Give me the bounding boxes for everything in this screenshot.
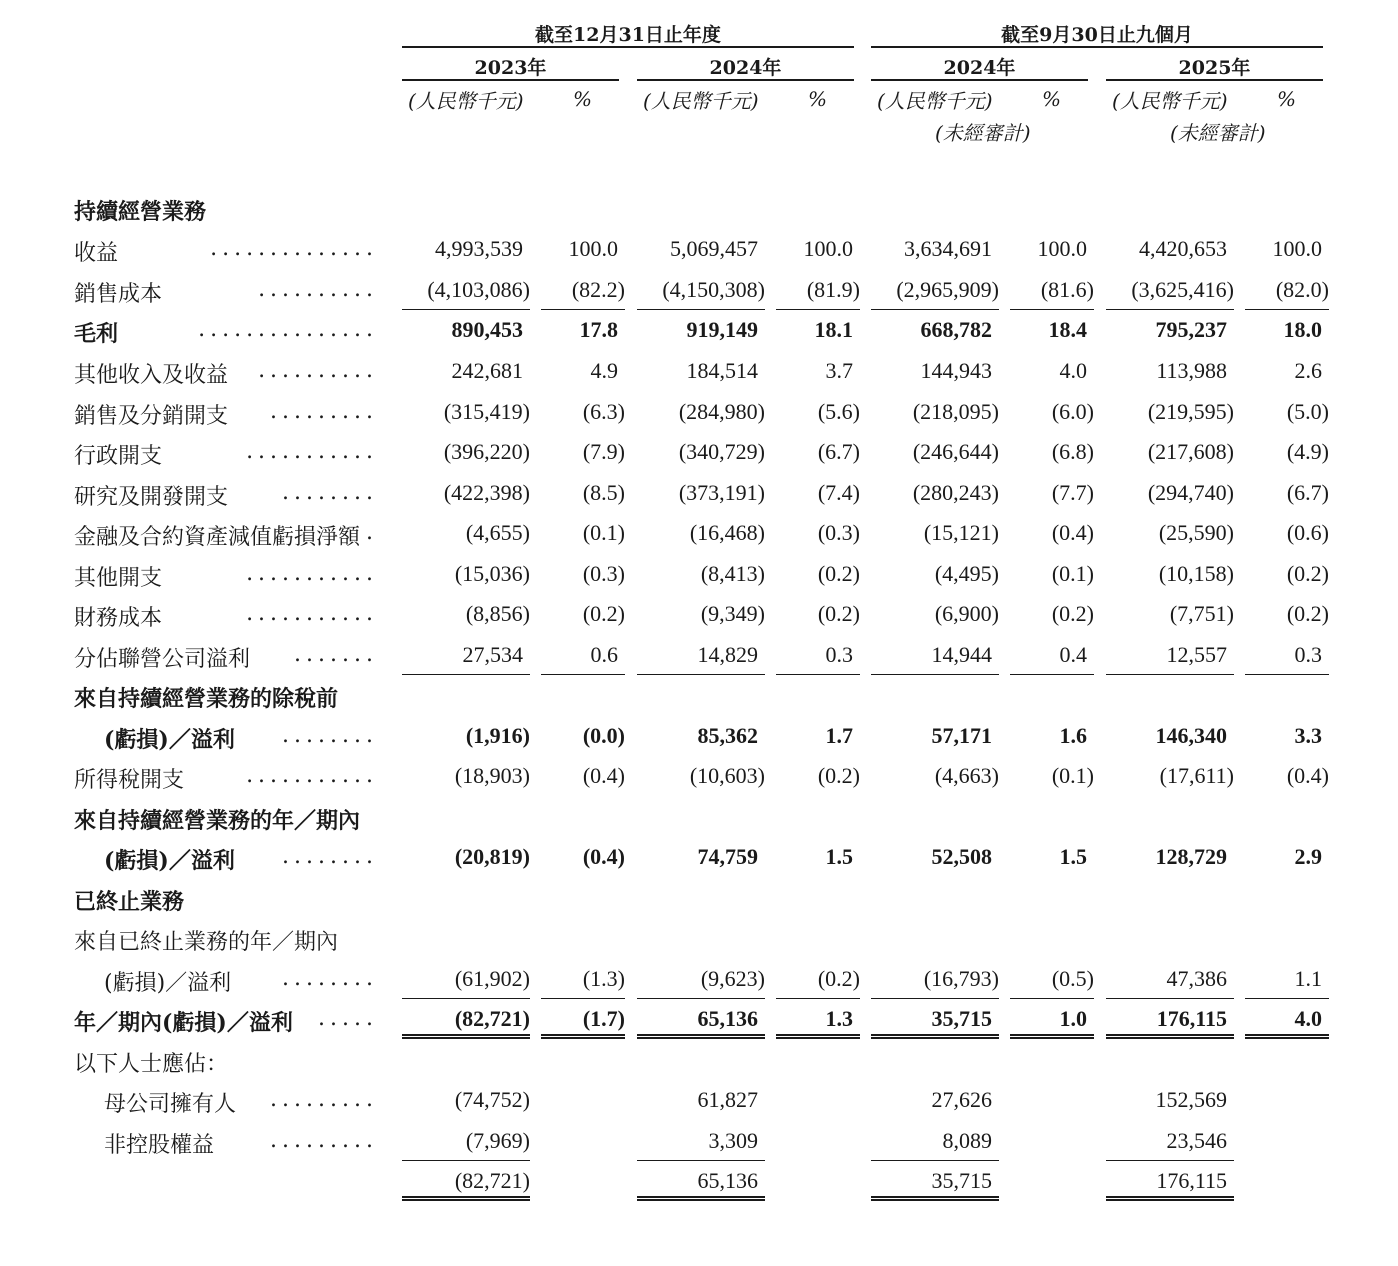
amount-cell: (82,721) [402,1168,530,1201]
amount-cell: (4,150,308) [637,277,765,310]
row-label-text: 來自已終止業務的年／期內 [74,930,339,955]
amount-cell: 74,759 [697,844,758,869]
amount-cell: 128,729 [1155,844,1227,869]
pct-cell: 100.0 [1037,236,1087,261]
unit-label: (人民幣千元) [1112,89,1228,113]
header-year-rule [1106,79,1323,81]
amount-cell: (218,095) [912,399,999,424]
pct-cell: (0.4) [582,844,625,869]
row-label [74,480,228,511]
amount-cell: 668,782 [920,317,992,342]
pct-cell: 18.0 [1283,317,1322,342]
pct-cell: 1.6 [1059,723,1087,748]
leader-dots: ......... [270,1128,378,1153]
leader-dots: .......... [258,358,378,383]
pct-cell: 2.6 [1294,358,1322,383]
pct-cell: 18.4 [1048,317,1087,342]
pct-cell: 0.3 [776,642,860,675]
pct-cell: 1.5 [825,844,853,869]
row-label-text: 行政開支 [74,444,163,469]
amount-cell: (217,608) [1147,439,1234,464]
leader-dots: .......... [258,277,378,302]
amount-cell: (25,590) [1158,520,1234,545]
row-label [104,723,235,754]
pct-cell: (0.2) [1051,601,1094,626]
pct-cell: (6.0) [1051,399,1094,424]
leader-dots: ........... [246,763,378,788]
pct-cell: (1.3) [541,966,625,999]
amount-cell: 146,340 [1155,723,1227,748]
row-label-text: 已終止業務 [74,889,185,915]
amount-cell: (15,121) [923,520,999,545]
amount-cell: 919,149 [686,317,758,342]
pct-cell: 1.5 [1059,844,1087,869]
pct-cell [541,1087,625,1117]
pct-label: % [808,87,828,111]
unit-label: (人民幣千元) [408,89,524,113]
amount-cell: 14,829 [637,642,765,675]
pct-cell: 1.7 [825,723,853,748]
amount-cell: 184,514 [686,358,758,383]
amount-cell: (8,856) [465,601,530,626]
row-label-text: 持續經營業務 [74,199,207,225]
pct-cell: (0.0) [582,723,625,748]
pct-cell: (0.2) [817,601,860,626]
row-label [74,763,184,794]
row-label-text: (虧損)／溢利 [104,848,235,874]
amount-cell: 61,827 [697,1087,758,1112]
pct-cell: (0.6) [1286,520,1329,545]
pct-cell: (0.2) [817,763,860,788]
row-label [74,601,162,632]
amount-cell: (7,969) [402,1128,530,1161]
amount-cell: 57,171 [931,723,992,748]
header-year-rule [871,79,1088,81]
amount-cell: 890,453 [451,317,523,342]
header-year-rule [637,79,854,81]
row-label-text: 以下人士應佔： [74,1052,229,1077]
pct-cell: 2.9 [1294,844,1322,869]
header-group-nine-months: 截至9月30日止九個月 [1001,24,1193,46]
pct-cell: 4.0 [1059,358,1087,383]
amount-cell: (1,916) [465,723,530,748]
pct-cell: 1.0 [1010,1006,1094,1039]
amount-cell: (3,625,416) [1106,277,1234,310]
amount-cell: (16,793) [871,966,999,999]
row-label [74,561,162,592]
pct-cell: 0.4 [1010,642,1094,675]
pct-label: % [573,87,593,111]
pct-cell: (1.7) [541,1006,625,1039]
pct-cell: (6.7) [817,439,860,464]
row-label [104,1087,236,1118]
row-label [74,885,184,916]
row-label-text: 毛利 [74,321,119,347]
row-label [74,236,118,267]
leader-dots: ........... [246,601,378,626]
header-year-rule [402,79,619,81]
amount-cell: 47,386 [1106,966,1234,999]
pct-cell: (0.4) [582,763,625,788]
pct-cell: 100.0 [1272,236,1322,261]
pct-cell: 3.3 [1294,723,1322,748]
row-label-text: (虧損)／溢利 [104,727,235,753]
pct-cell: (6.3) [582,399,625,424]
amount-cell: (4,495) [934,561,999,586]
amount-cell: 144,943 [920,358,992,383]
header-year-2024: 2024年 [709,57,782,79]
row-label-text: 年／期內(虧損)／溢利 [74,1010,293,1036]
pct-cell: (7.9) [582,439,625,464]
row-label-text: 來自持續經營業務的年／期內 [74,808,361,834]
row-label [74,195,206,226]
row-label-text: 其他收入及收益 [74,363,229,388]
leader-dots: ........ [282,966,378,991]
amount-cell: (4,655) [465,520,530,545]
pct-cell: (82.2) [541,277,625,310]
amount-cell: (4,663) [934,763,999,788]
amount-cell: (10,158) [1158,561,1234,586]
amount-cell: 176,115 [1106,1168,1234,1201]
amount-cell: 4,420,653 [1139,236,1227,261]
pct-cell: (0.2) [582,601,625,626]
leader-dots: ....... [294,642,378,667]
pct-cell: (81.9) [776,277,860,310]
pct-cell: (7.7) [1051,480,1094,505]
amount-cell: 35,715 [871,1168,999,1201]
amount-cell: (16,468) [689,520,765,545]
pct-cell: (8.5) [582,480,625,505]
pct-cell: (7.4) [817,480,860,505]
leader-dots: ........... [246,561,378,586]
amount-cell: 27,626 [931,1087,992,1112]
pct-cell: (0.3) [817,520,860,545]
pct-cell: (0.4) [1286,763,1329,788]
header-year-2024-9m: 2024年 [943,57,1016,79]
row-label [74,277,162,308]
row-label-text: 銷售及分銷開支 [74,404,229,429]
pct-cell [1245,1087,1329,1117]
pct-cell: 4.0 [1245,1006,1329,1039]
amount-cell: (17,611) [1159,763,1234,788]
amount-cell: 65,136 [637,1168,765,1201]
amount-cell: (74,752) [454,1087,530,1112]
leader-dots: ........ [282,723,378,748]
pct-cell: 1.1 [1245,966,1329,999]
amount-cell: (294,740) [1147,480,1234,505]
pct-cell: 0.3 [1245,642,1329,675]
unaudited-label: (未經審計) [935,121,1031,145]
amount-cell: (15,036) [454,561,530,586]
pct-cell [1010,1087,1094,1117]
header-group-rule [402,46,854,48]
pct-cell: (81.6) [1010,277,1094,310]
leader-dots: ........... [246,439,378,464]
pct-cell: (5.0) [1286,399,1329,424]
amount-cell: 3,309 [637,1128,765,1161]
amount-cell: 113,988 [1156,358,1227,383]
pct-label: % [1042,87,1062,111]
row-label [74,520,360,551]
pct-cell: 0.6 [541,642,625,675]
amount-cell: (219,595) [1147,399,1234,424]
leader-dots: ............... [198,317,378,342]
amount-cell: 3,634,691 [904,236,992,261]
unit-label: (人民幣千元) [643,89,759,113]
header-group-year-ended: 截至12月31日止年度 [535,24,721,46]
amount-cell: 85,362 [697,723,758,748]
amount-cell: (2,965,909) [871,277,999,310]
leader-dots: .............. [210,236,378,261]
row-label-text: 所得稅開支 [74,768,185,793]
pct-cell: (0.2) [817,561,860,586]
row-label [74,642,250,673]
amount-cell: (284,980) [678,399,765,424]
amount-cell: (6,900) [934,601,999,626]
amount-cell: (7,751) [1169,601,1234,626]
row-label [74,439,162,470]
pct-cell: 1.3 [776,1006,860,1039]
row-label-text: 銷售成本 [74,282,163,307]
amount-cell: 35,715 [871,1006,999,1039]
amount-cell: (422,398) [443,480,530,505]
pct-cell: (0.1) [1051,763,1094,788]
row-label [74,804,360,835]
amount-cell: (18,903) [454,763,530,788]
leader-dots: . [366,520,378,545]
pct-cell: (0.1) [1051,561,1094,586]
amount-cell: 65,136 [637,1006,765,1039]
amount-cell: 52,508 [931,844,992,869]
amount-cell: (20,819) [454,844,530,869]
pct-cell: (0.2) [776,966,860,999]
unit-label: (人民幣千元) [877,89,993,113]
amount-cell: 8,089 [871,1128,999,1161]
row-label-text: 母公司擁有人 [104,1092,237,1117]
row-label-text: 收益 [74,241,119,266]
pct-cell: (0.5) [1010,966,1094,999]
pct-label: % [1277,87,1297,111]
amount-cell: (9,623) [637,966,765,999]
unaudited-label: (未經審計) [1170,121,1266,145]
amount-cell: 27,534 [402,642,530,675]
pct-cell: (4.9) [1286,439,1329,464]
amount-cell: 12,557 [1106,642,1234,675]
leader-dots: ......... [270,1087,378,1112]
row-label-text: 研究及開發開支 [74,485,229,510]
row-label [74,925,338,956]
pct-cell: 100.0 [803,236,853,261]
pct-cell: (0.1) [582,520,625,545]
pct-cell: (82.0) [1245,277,1329,310]
leader-dots: ......... [270,399,378,424]
amount-cell: 5,069,457 [670,236,758,261]
amount-cell: (340,729) [678,439,765,464]
pct-cell: (0.2) [1286,601,1329,626]
amount-cell: (4,103,086) [402,277,530,310]
row-label [74,1006,293,1037]
row-label [74,1047,228,1078]
amount-cell: (10,603) [689,763,765,788]
pct-cell [776,1087,860,1117]
row-label-text: 其他開支 [74,566,163,591]
pct-cell: 18.1 [814,317,853,342]
row-label-text: (虧損)／溢利 [104,971,232,996]
amount-cell: 23,546 [1106,1128,1234,1161]
row-label-text: 分佔聯營公司溢利 [74,647,251,672]
pct-cell: (6.8) [1051,439,1094,464]
pct-cell: 4.9 [590,358,618,383]
row-label [74,399,228,430]
amount-cell: 242,681 [451,358,523,383]
pct-cell: 100.0 [568,236,618,261]
amount-cell: 4,993,539 [435,236,523,261]
pct-cell: (6.7) [1286,480,1329,505]
row-label [104,1128,214,1159]
row-label-text: 非控股權益 [104,1133,215,1158]
amount-cell: (373,191) [678,480,765,505]
leader-dots: ........ [282,844,378,869]
amount-cell: (61,902) [402,966,530,999]
leader-dots: ........ [282,480,378,505]
amount-cell: (8,413) [700,561,765,586]
row-label [74,317,118,348]
pct-cell: (0.4) [1051,520,1094,545]
row-label-text: 財務成本 [74,606,163,631]
amount-cell: 152,569 [1155,1087,1227,1112]
amount-cell: 14,944 [871,642,999,675]
leader-dots: ..... [318,1006,378,1031]
pct-cell: 3.7 [825,358,853,383]
row-label-text: 來自持續經營業務的除稅前 [74,686,339,712]
pct-cell: (0.3) [582,561,625,586]
row-label [104,966,231,997]
amount-cell: (9,349) [700,601,765,626]
amount-cell: (246,644) [912,439,999,464]
row-label-text: 金融及合約資產減值虧損淨額 [74,525,361,550]
header-group-rule [871,46,1323,48]
amount-cell: (280,243) [912,480,999,505]
amount-cell: (82,721) [402,1006,530,1039]
pct-cell: 17.8 [579,317,618,342]
amount-cell: 795,237 [1155,317,1227,342]
amount-cell: (396,220) [443,439,530,464]
row-label [74,358,228,389]
pct-cell: (0.2) [1286,561,1329,586]
amount-cell: 176,115 [1106,1006,1234,1039]
header-year-2025-9m: 2025年 [1178,57,1251,79]
row-label [74,682,338,713]
amount-cell: (315,419) [443,399,530,424]
pct-cell: (5.6) [817,399,860,424]
row-label [104,844,235,875]
header-year-2023: 2023年 [474,57,547,79]
